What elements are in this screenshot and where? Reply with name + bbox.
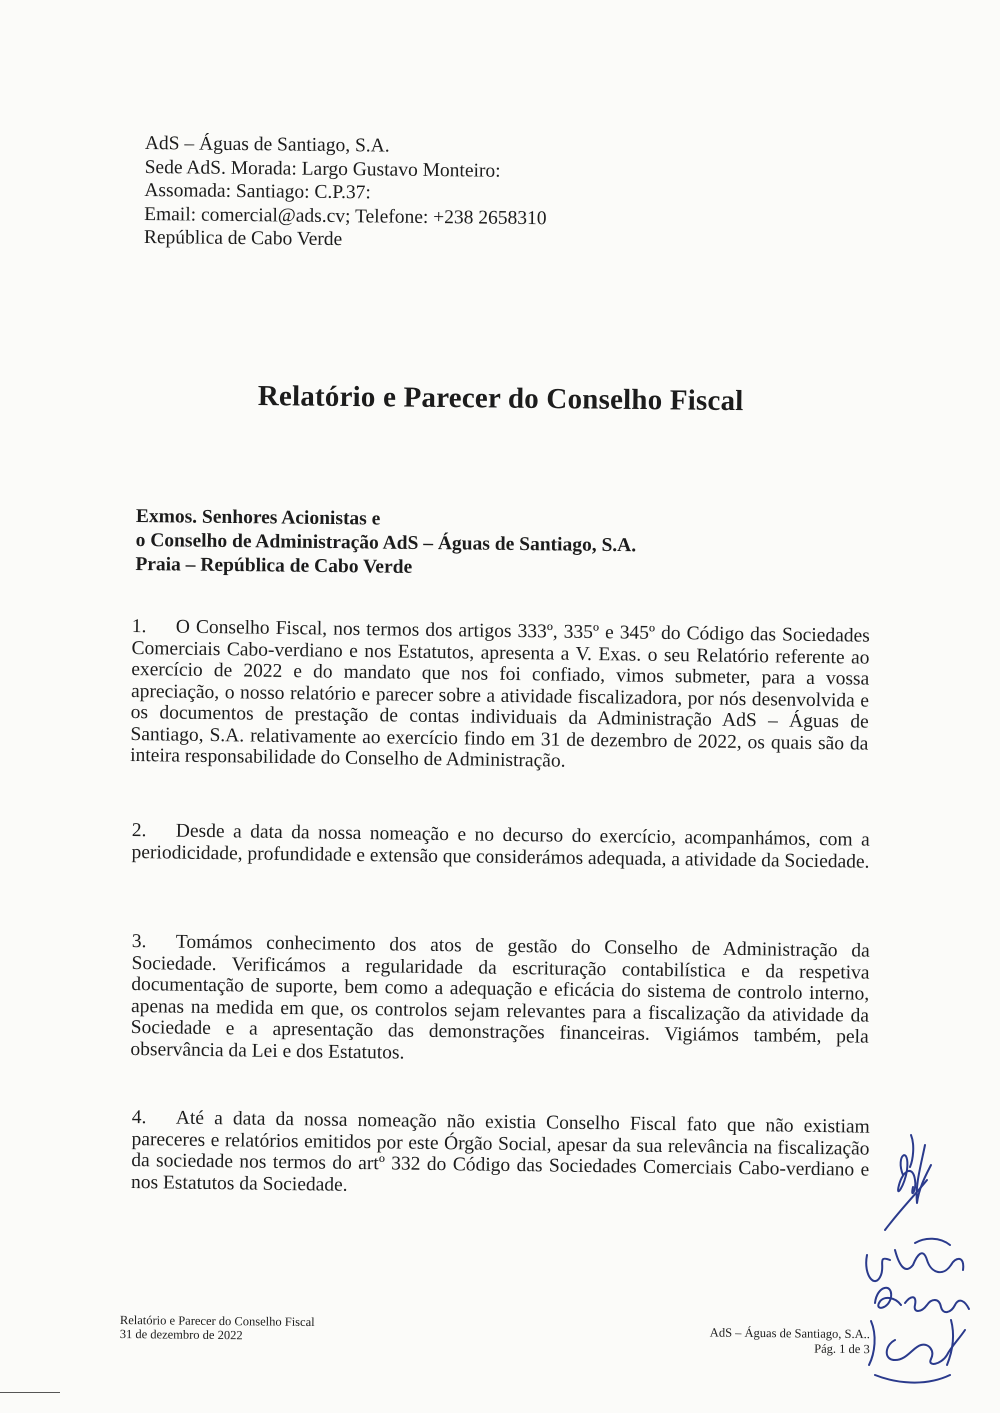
document-title: Relatório e Parecer do Conselho Fiscal [257,380,744,418]
paragraph-number: 2. [131,820,147,842]
scan-edge-line [0,1392,60,1393]
address-company: AdS – Águas de Santiago, S.A. [144,132,390,157]
paragraph-text: O Conselho Fiscal, nos termos dos artigos 333º, 335º e 345º do Código das Sociedades Comerciais Cabo-verdiano e nos Estatutos, apresenta a V. Exas. o seu Relatório referente ao exercício de 2022 e do mandato que nos foi confiado, vimos submeter, para a vossa apreciação, o nosso relatório e parecer sobre a atividade fiscalizadora, por nós desenvolvida e os documentos de prestação de contas individuais da Administração AdS – Águas de Santiago, S.A. relativamente ao exercício findo em 31 de dezembro de 2022, os quais são da inteira responsabilidade do Conselho de Administração. [130,616,870,772]
signature-icon [855,1125,1000,1405]
paragraph-text: Desde a data da nossa nomeação e no decurso do exercício, acompanhámos, com a periodicidade, profundidade e extensão que considerámos adequada, a atividade da Sociedade. [131,820,870,873]
footer-report-title: Relatório e Parecer do Conselho Fiscal [119,1313,315,1330]
paragraph-text: Tomámos conhecimento dos atos de gestão do Conselho de Administração da Sociedade. Verificámos a regularidade da escrituração contabilística e da respetiva documentação de suporte, bem como a adequação e eficácia do sistema de controlo interno, apenas na medida em que, os controlos sejam relevantes para a fiscalização da atividade da Sociedade e a apresentação das demonstrações financeiras. Vigiámos também, pela observância da Lei e dos Estatutos. [130,931,870,1064]
footer-report-date: 31 de dezembro de 2022 [119,1326,243,1343]
paragraph-text: Até a data da nossa nomeação não existia Conselho Fiscal fato que não existiam pareceres e relatórios emitidos por este Órgão Social, apesar da sua relevância na fiscalização da sociedade nos termos do artº 332 do Código das Sociedades Comerciais Cabo-verdiano e nos Estatutos da Sociedade. [130,1107,870,1196]
salutation-block [135,505,636,582]
footer-company-page [660,1325,870,1357]
sender-address [144,132,548,254]
handwritten-signatures [855,1125,1000,1405]
paragraph-3 [130,931,870,1070]
salutation-line: o Conselho de Administração AdS – Águas de Santiago, S.A. [135,529,637,557]
address-locality: Assomada: Santiago: C.P.37: [144,179,371,204]
address-contact: Email: comercial@ads.cv; Telefone: +238 2658310 [144,203,547,229]
footer-company: AdS – Águas de Santiago, S.A.. [709,1325,870,1342]
paragraph-4 [131,1107,870,1203]
paragraph-1 [130,616,870,776]
address-country: República de Cabo Verde [143,226,343,251]
footer-document-info [120,1313,315,1343]
salutation-line: Praia – República de Cabo Verde [135,553,413,578]
salutation-line: Exmos. Senhores Acionistas e [135,505,381,530]
address-headquarters: Sede AdS. Morada: Largo Gustavo Monteiro: [144,156,501,182]
page-number: Pág. 1 de 3 [814,1341,870,1357]
paragraph-number: 3. [131,931,147,953]
paragraph-number: 4. [131,1107,147,1129]
paragraph-number: 1. [131,616,147,638]
paragraph-2 [131,820,869,873]
